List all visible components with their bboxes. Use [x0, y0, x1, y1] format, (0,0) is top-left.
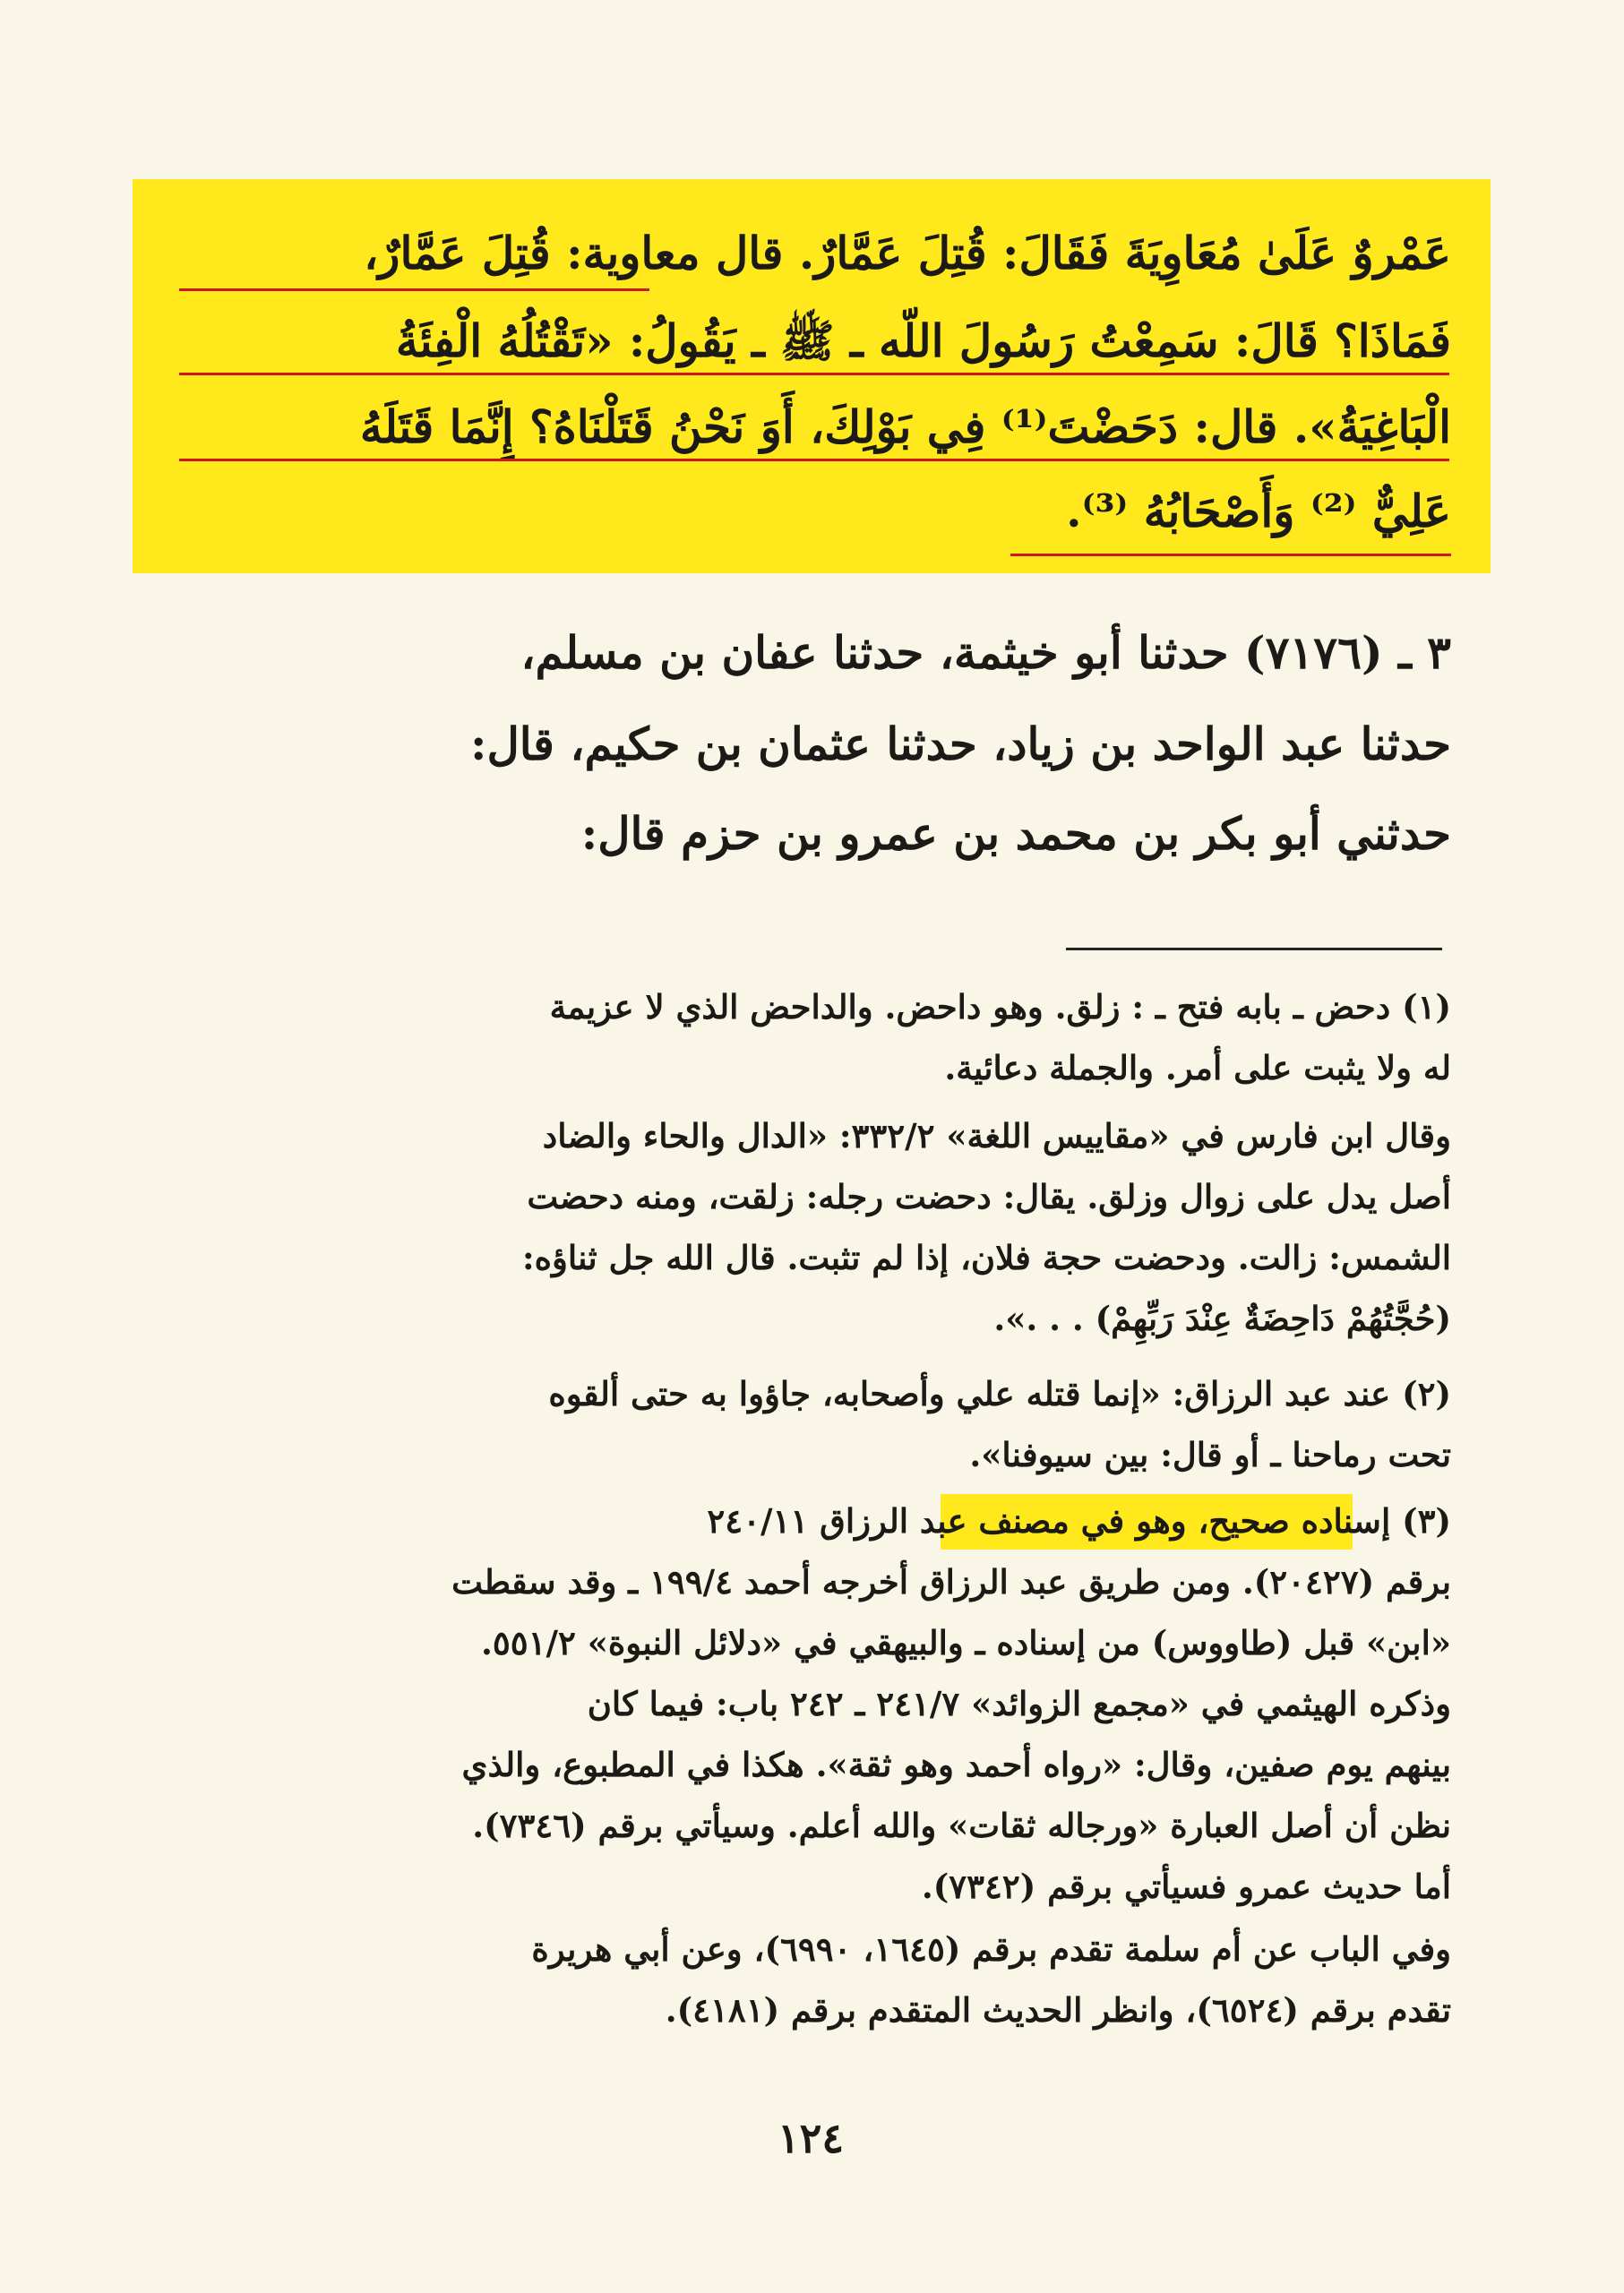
footnote-line: أصل يدل على زوال وزلق. يقال: دحضت رجله: زلقت، ومنه دحضت	[527, 1177, 1451, 1216]
footnote-line: له ولا يثبت على أمر. والجملة دعائية.	[944, 1048, 1451, 1087]
red-underline-1	[179, 288, 649, 291]
page-number: ١٢٤	[777, 2114, 845, 2162]
footnote-line: (حُجَّتُهُمْ دَاحِضَةٌ عِنْدَ رَبِّهِمْ) . . .».	[993, 1299, 1451, 1338]
footnote-line: الشمس: زالت. ودحضت حجة فلان، إذا لم تثبت. قال الله جل ثناؤه:	[521, 1238, 1451, 1277]
footnote-line: بينهم يوم صفين، وقال: «رواه أحمد وهو ثقة». هكذا في المطبوع، والذي	[461, 1745, 1451, 1784]
footnote-line: وفي الباب عن أم سلمة تقدم برقم (١٦٤٥، ٦٩٩٠)، وعن أبي هريرة	[531, 1929, 1451, 1969]
hadith-line-1: ٣ ـ (٧١٧٦) حدثنا أبو خيثمة، حدثنا عفان بن مسلم،	[520, 626, 1451, 679]
footnote-line: تقدم برقم (٦٥٢٤)، وانظر الحديث المتقدم برقم (٤١٨١).	[665, 1990, 1451, 2030]
highlighted-line-4: عَلِيٌّ ⁽²⁾ وَأَصْحَابُهُ ⁽³⁾.	[1066, 485, 1451, 537]
footnote-separator	[1066, 948, 1442, 950]
footnote-line: نظن أن أصل العبارة «ورجاله ثقات» والله أعلم. وسيأتي برقم (٧٣٤٦).	[472, 1806, 1451, 1845]
footnote-line: تحت رماحنا ـ أو قال: بين سيوفنا».	[969, 1435, 1451, 1474]
red-underline-2	[179, 373, 1449, 375]
footnote-line: (٢) عند عبد الرزاق: «إنما قتله علي وأصحابه، جاؤوا به حتى ألقوه	[548, 1374, 1451, 1413]
footnote-line: برقم (٢٠٤٢٧). ومن طريق عبد الرزاق أخرجه أحمد ١٩٩/٤ ـ وقد سقطت	[451, 1562, 1451, 1602]
footnote-line: أما حديث عمرو فسيأتي برقم (٧٣٤٢).	[921, 1867, 1451, 1906]
footnote-line: «ابن» قبل (طاووس) من إسناده ـ والبيهقي في «دلائل النبوة» ٥٥١/٢.	[480, 1623, 1451, 1662]
hadith-line-3: حدثني أبو بكر بن محمد بن عمرو بن حزم قال:	[580, 807, 1451, 860]
footnote-line: (٣) إسناده صحيح، وهو في مصنف عبد الرزاق ٢٤٠/١١	[707, 1501, 1451, 1541]
highlighted-line-1: عَمْروٌ عَلَىٰ مُعَاوِيَةَ فَقَالَ: قُتِلَ عَمَّارٌ. قال معاوية: قُتِلَ عَمَّارٌ،	[364, 227, 1451, 279]
hadith-line-2: حدثنا عبد الواحد بن زياد، حدثنا عثمان بن حكيم، قال:	[470, 717, 1451, 770]
highlighted-line-2: فَمَاذَا؟ قَالَ: سَمِعْتُ رَسُولَ اللّه ـ ﷺ ـ يَقُولُ: «تَقْتُلُهُ الْفِئَةُ	[395, 314, 1451, 367]
footnote-line: (١) دحض ـ بابه فتح ـ : زلق. وهو داحض. والداحض الذي لا عزيمة	[549, 987, 1451, 1026]
red-underline-4	[1010, 554, 1451, 556]
footnote-line: وقال ابن فارس في «مقاييس اللغة» ٣٣٢/٢: «الدال والحاء والضاد	[542, 1116, 1451, 1155]
red-underline-3	[179, 459, 1449, 461]
highlighted-line-3: الْبَاغِيَةُ». قال: دَحَضْتَ⁽¹⁾ فِي بَوْلِكَ، أَوَ نَحْنُ قَتَلْنَاهُ؟ إِنَّمَا قَتَلَهُ	[359, 400, 1451, 453]
footnote-line: وذكره الهيثمي في «مجمع الزوائد» ٢٤١/٧ ـ ٢٤٢ باب: فيما كان	[587, 1684, 1451, 1723]
